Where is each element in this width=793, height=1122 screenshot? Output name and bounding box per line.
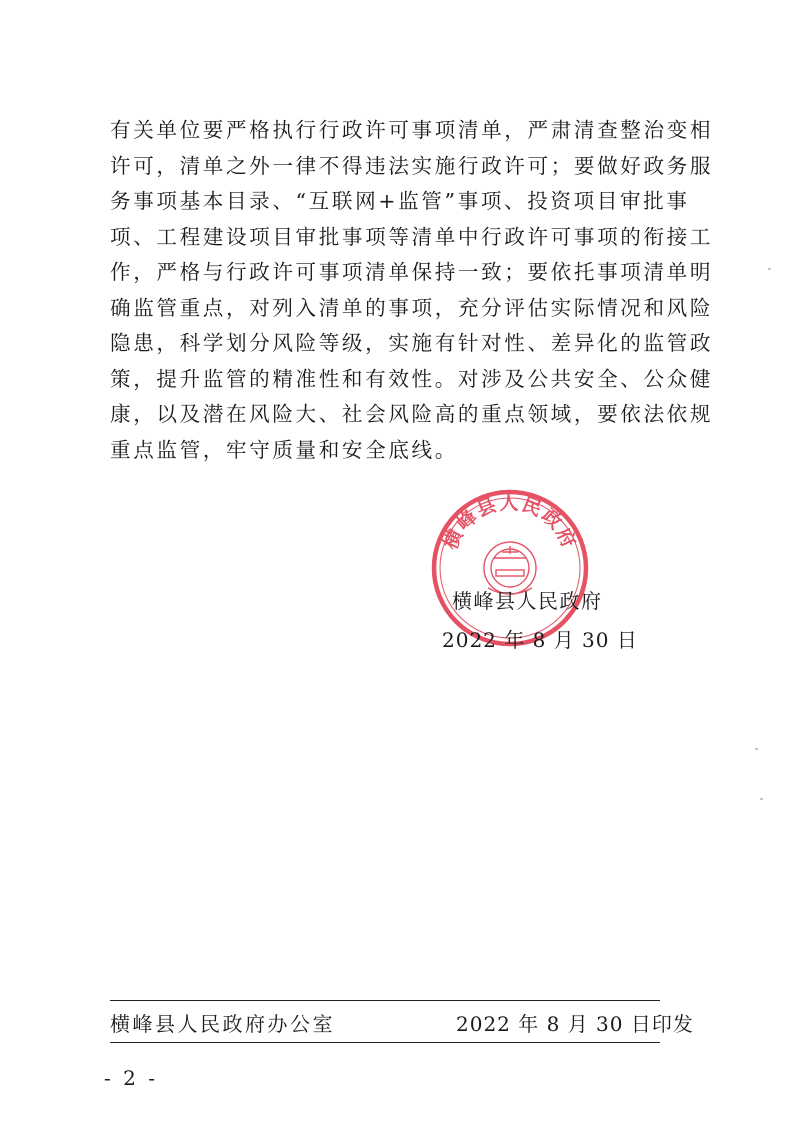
- body-line: 作，严格与行政许可事项清单保持一致；要依托事项清单明: [110, 260, 714, 284]
- scan-speck: [768, 268, 771, 270]
- issue-date: 2022 年 8 月 30 日印发: [456, 1012, 694, 1036]
- body-line: 有关单位要严格执行行政许可事项清单，严肃清查整治变相: [110, 118, 714, 142]
- seal-text: 横峰县人民政府: [439, 492, 581, 553]
- body-line: 务事项基本目录、“互联网+监管”事项、投资项目审批事: [110, 189, 690, 213]
- issuing-office: 横峰县人民政府办公室: [110, 1012, 335, 1036]
- body-line: 策，提升监管的精准性和有效性。对涉及公共安全、公众健: [110, 366, 714, 391]
- footer-top-rule: [110, 1000, 660, 1001]
- body-line: 隐患，科学划分风险等级，实施有针对性、差异化的监管政: [110, 331, 714, 355]
- body-line: 确监管重点，对列入清单的事项，充分评估实际情况和风险: [110, 295, 714, 320]
- body-line: 重点监管，牢守质量和安全底线。: [110, 437, 458, 462]
- body-line: 项、工程建设项目审批事项等清单中行政许可事项的衔接工: [110, 224, 714, 249]
- scan-speck: [755, 748, 758, 750]
- scan-speck: [760, 798, 763, 800]
- footer-bottom-rule: [110, 1042, 660, 1043]
- svg-text:横峰县人民政府: [438, 492, 581, 554]
- body-line: 许可，清单之外一律不得违法实施行政许可；要做好政务服: [110, 153, 714, 178]
- signing-organization: 横峰县人民政府: [452, 589, 603, 613]
- body-line: 康，以及潜在风险大、社会风险高的重点领域，要依法依规: [110, 402, 714, 426]
- body-paragraph: [110, 113, 714, 468]
- signing-date: 2022 年 8 月 30 日: [442, 628, 638, 652]
- page-number: - 2 -: [104, 1066, 158, 1090]
